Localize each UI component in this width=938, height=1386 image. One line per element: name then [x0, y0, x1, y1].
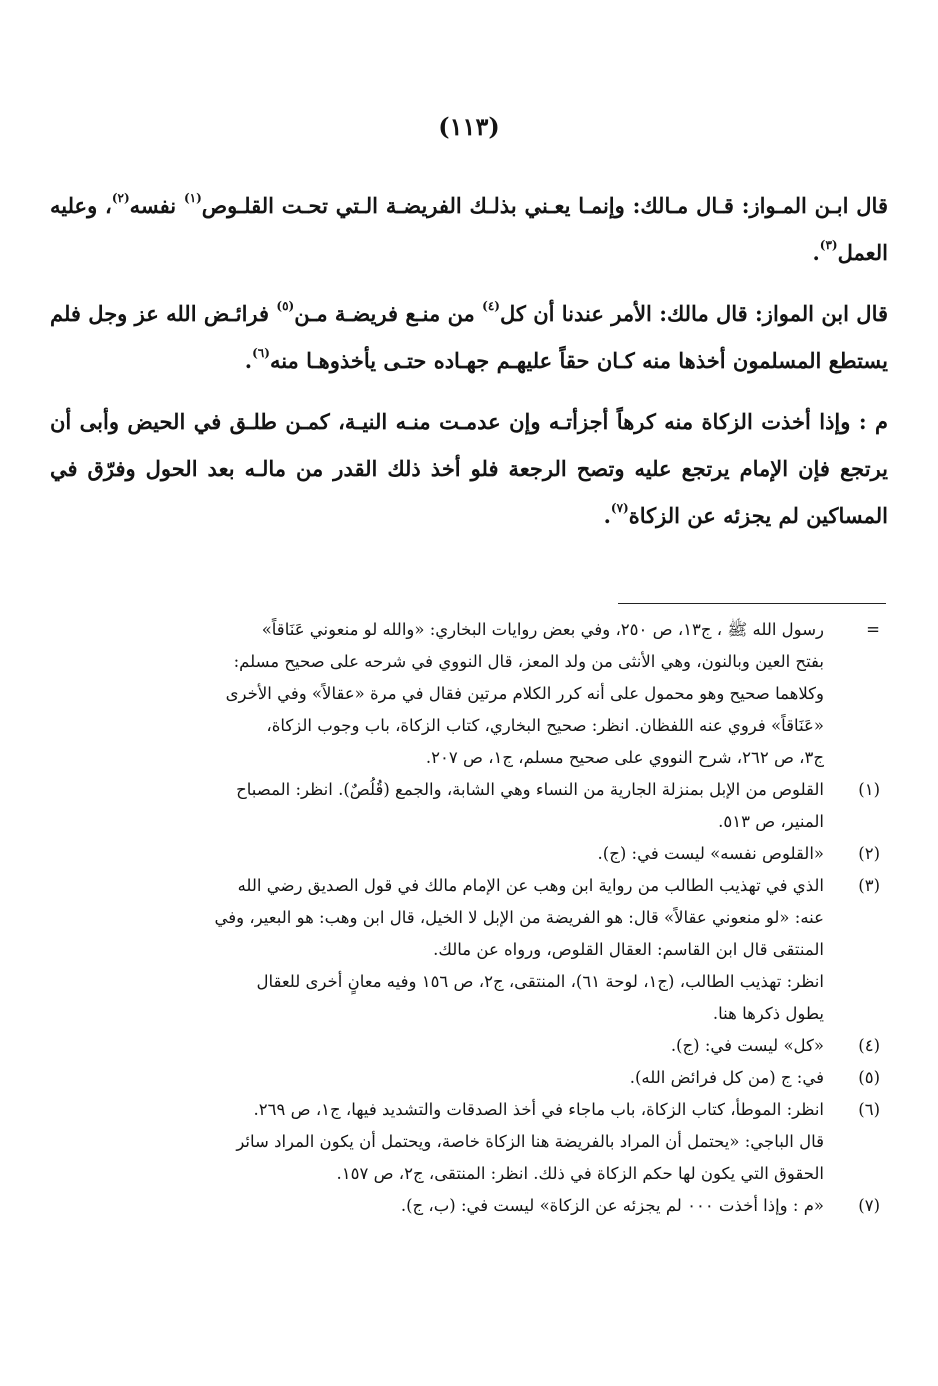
- footnote-body: [50, 1062, 824, 1094]
- footnote-5: [50, 1062, 886, 1094]
- footnote-line: رسول الله ﷺ ، ج١٣، ص ٢٥٠، وفي بعض روايات البخاري: «والله لو منعوني عَنَاقاً»: [261, 620, 824, 639]
- footnote-line: الذي في تهذيب الطالب من رواية ابن وهب عن الإمام مالك في قول الصديق رضي الله: [237, 876, 824, 895]
- footnote-ref-3[interactable]: (٣): [819, 238, 838, 252]
- main-text: [50, 182, 888, 553]
- footnote-line: «م : وإذا أخذت ٠٠٠ لم يجزئه عن الزكاة» ليست في: (ب، ج).: [400, 1196, 824, 1215]
- footnote-6: [50, 1094, 886, 1190]
- footnote-mark: (٢): [858, 844, 880, 863]
- footnote-ref-6[interactable]: (٦): [252, 346, 270, 360]
- footnote-line: القلوص من الإبل بمنزلة الجارية من النساء وهي الشابة، والجمع (قُلُصٌ). انظر: المصباح: [236, 780, 824, 799]
- footnote-line: «كل» ليست في: (ج).: [670, 1036, 824, 1055]
- footnote-line: «عَنَاقاً» فروي عنه اللفظان. انظر: صحيح البخاري، كتاب الزكاة، باب وجوب الزكاة،: [266, 716, 824, 735]
- footnote-line: بفتح العين وبالنون، وهي الأنثى من ولد المعز، قال النووي في شرحه على صحيح مسلم:: [233, 652, 824, 671]
- footnote-mark: (٤): [858, 1036, 880, 1055]
- footnote-line: انظر: تهذيب الطالب، (ج١، لوحة ٦١)، المنتقى، ج٢، ص ١٥٦ وفيه معانٍ أخرى للعقال: [256, 972, 824, 991]
- footnote-ref-4[interactable]: (٤): [482, 299, 500, 313]
- footnote-mark: (١): [858, 780, 880, 799]
- footnote-body: [50, 838, 824, 870]
- footnote-2: [50, 838, 886, 870]
- footnote-body: [50, 870, 824, 1030]
- footnote-mark: (٧): [858, 1196, 880, 1215]
- paragraph-2-text-b: من منـع فريضـة مـن: [294, 301, 483, 326]
- footnote-line: في: ج (من كل فرائض الله).: [629, 1068, 824, 1087]
- footnotes: [50, 614, 886, 1222]
- footnote-mark: (٥): [858, 1068, 880, 1087]
- paragraph-2-text-c: فرائـض الله عز وجل فلم يستطع المسلمون أخذها منه كـان حقاً عليهـم جهـاده حتـى يأخذوهـا منه: [50, 301, 888, 373]
- footnote-line: انظر: الموطأ، كتاب الزكاة، باب ماجاء في أخذ الصدقات والتشديد فيها، ج١، ص ٢٦٩.: [253, 1100, 824, 1119]
- footnote-line: وكلاهما صحيح وهو محمول على أنه كرر الكلام مرتين فقال في مرة «عقالاً» وفي الأخرى: [225, 684, 824, 703]
- footnote-continued: [50, 614, 886, 774]
- footnote-mark: (٣): [858, 876, 880, 895]
- footnote-body: [50, 1190, 824, 1222]
- footnote-4: [50, 1030, 886, 1062]
- footnote-line: المنتقى قال ابن القاسم: العقال القلوص، ورواه عن مالك.: [433, 940, 824, 959]
- paragraph-2-text-d: .: [244, 348, 253, 373]
- footnote-mark: (٦): [858, 1100, 880, 1119]
- footnote-line: ج٣، ص ٢٦٢، شرح النووي على صحيح مسلم، ج١، ص ٢٠٧.: [425, 748, 824, 767]
- paragraph-3-text-d: .: [603, 503, 611, 528]
- footnote-line: الحقوق التي يكون لها حكم الزكاة في ذلك. انظر: المنتقى، ج٢، ص ١٥٧.: [336, 1164, 824, 1183]
- footnote-line: «القلوص نفسه» ليست في: (ج).: [597, 844, 824, 863]
- footnote-body: [50, 1094, 824, 1190]
- paragraph-1-text-b: نفسه: [129, 193, 184, 218]
- paragraph-2-text-a: قال ابن المواز: قال مالك: الأمر عندنا أن كل: [499, 301, 889, 326]
- footnote-line: المنير، ص ٥١٣.: [718, 812, 824, 831]
- paragraph-1-text-c: ، وعليه العمل: [50, 193, 888, 265]
- footnote-ref-7[interactable]: (٧): [610, 501, 629, 515]
- page-number: (١١٣): [438, 112, 500, 141]
- footnote-body: [50, 614, 824, 774]
- paragraph-1-text-d: .: [812, 240, 820, 265]
- footnote-3: [50, 870, 886, 1030]
- footnote-body: [50, 1030, 824, 1062]
- footnote-line: يطول ذكرها هنا.: [712, 1004, 824, 1023]
- footnote-line: عنه: «لو منعوني عقالاً» قال: هو الفريضة من الإبل لا الخيل، قال ابن وهب: هو البعير، وفي: [214, 908, 824, 927]
- footnote-1: [50, 774, 886, 838]
- paragraph-3-text-a: م : وإذا أخذت الزكاة منه كرهاً أجزأتـه وإن عدمـت منـه النيـة، كمـن طلـق في الحيض وأبى أن يرتجع فإن الإمام يرتجع عليه وتصح الرجعة فلو أخذ ذلك القدر من مالـه بعد الحول وفرّق في المساكين لم يجزئه عن الزكاة: [50, 409, 888, 528]
- footnote-mark: =: [866, 620, 880, 639]
- paragraph-1-text-a: قال ابـن المـواز: قـال مـالك: وإنمـا يعـني بذلـك الفريضـة الـتي تحـت القلـوص: [201, 193, 888, 218]
- footnote-ref-2[interactable]: (٢): [111, 191, 130, 205]
- paragraph-1: [50, 182, 888, 276]
- footnote-ref-5[interactable]: (٥): [276, 299, 295, 313]
- footnote-body: [50, 774, 824, 838]
- paragraph-3: [50, 398, 888, 539]
- footnote-ref-1[interactable]: (١): [183, 191, 202, 205]
- footnote-separator: [618, 603, 886, 604]
- paragraph-2: [50, 290, 888, 384]
- footnote-7: [50, 1190, 886, 1222]
- footnote-line: قال الباجي: «يحتمل أن المراد بالفريضة هنا الزكاة خاصة، ويحتمل أن يكون المراد سائر: [236, 1132, 824, 1151]
